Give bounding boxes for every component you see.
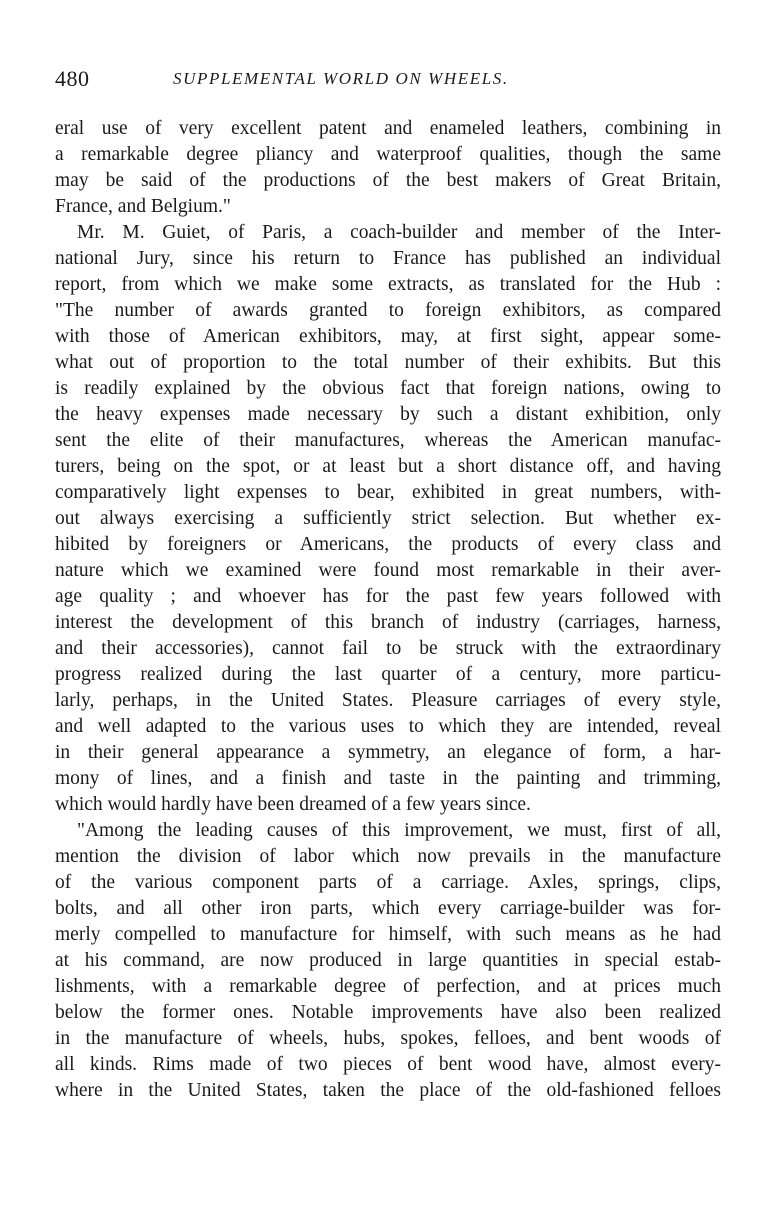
text-line: progress realized during the last quarter of a century, more particu- [55, 664, 721, 685]
text-line: mention the division of labor which now prevails in the manufacture [55, 846, 721, 867]
text-line: hibited by foreigners or Americans, the products of every class and [55, 534, 721, 555]
text-line: the heavy expenses made necessary by such a distant exhibition, only [55, 404, 721, 425]
text-line: nature which we examined were found most remarkable in their aver- [55, 560, 721, 581]
text-line: where in the United States, taken the place of the old-fashioned felloes [55, 1080, 721, 1101]
text-line: national Jury, since his return to France has published an individual [55, 248, 721, 269]
text-line: "The number of awards granted to foreign exhibitors, as compared [55, 300, 721, 321]
text-line: turers, being on the spot, or at least but a short distance off, and having [55, 456, 721, 477]
page-number: 480 [55, 66, 90, 91]
text-line: all kinds. Rims made of two pieces of bent wood have, almost every- [55, 1054, 721, 1075]
text-line: may be said of the productions of the best makers of Great Britain, [55, 170, 721, 191]
text-line: "Among the leading causes of this improvement, we must, first of all, [77, 820, 721, 841]
text-line: France, and Belgium." [55, 196, 231, 217]
text-line: is readily explained by the obvious fact that foreign nations, owing to [55, 378, 721, 399]
text-line: with those of American exhibitors, may, at first sight, appear some- [55, 326, 721, 347]
text-line: age quality ; and whoever has for the past few years followed with [55, 586, 721, 607]
text-line: report, from which we make some extracts, as translated for the Hub : [55, 274, 721, 295]
text-line: comparatively light expenses to bear, exhibited in great numbers, with- [55, 482, 721, 503]
text-line: which would hardly have been dreamed of a few years since. [55, 794, 531, 815]
text-line: of the various component parts of a carriage. Axles, springs, clips, [55, 872, 721, 893]
text-line: in the manufacture of wheels, hubs, spokes, felloes, and bent woods of [55, 1028, 721, 1049]
text-line: sent the elite of their manufactures, whereas the American manufac- [55, 430, 721, 451]
text-line: mony of lines, and a finish and taste in the painting and trimming, [55, 768, 721, 789]
text-line: lishments, with a remarkable degree of perfection, and at prices much [55, 976, 721, 997]
text-line: bolts, and all other iron parts, which every carriage-builder was for- [55, 898, 721, 919]
text-line: and their accessories), cannot fail to be struck with the extraordinary [55, 638, 721, 659]
running-head: SUPPLEMENTAL WORLD ON WHEELS. [173, 69, 509, 88]
text-line: at his command, are now produced in large quantities in special estab- [55, 950, 721, 971]
text-line: larly, perhaps, in the United States. Pleasure carriages of every style, [55, 690, 721, 711]
page-header [55, 66, 721, 96]
text-line: and well adapted to the various uses to which they are intended, reveal [55, 716, 721, 737]
text-line: merly compelled to manufacture for himself, with such means as he had [55, 924, 721, 945]
text-line: Mr. M. Guiet, of Paris, a coach-builder and member of the Inter- [77, 222, 721, 243]
text-line: interest the development of this branch of industry (carriages, harness, [55, 612, 721, 633]
text-line: in their general appearance a symmetry, an elegance of form, a har- [55, 742, 721, 763]
text-line: out always exercising a sufficiently strict selection. But whether ex- [55, 508, 721, 529]
text-line: what out of proportion to the total number of their exhibits. But this [55, 352, 721, 373]
text-line: a remarkable degree pliancy and waterproof qualities, though the same [55, 144, 721, 165]
text-line: eral use of very excellent patent and enameled leathers, combining in [55, 118, 721, 139]
text-line: below the former ones. Notable improvements have also been realized [55, 1002, 721, 1023]
body-text [55, 116, 721, 1104]
